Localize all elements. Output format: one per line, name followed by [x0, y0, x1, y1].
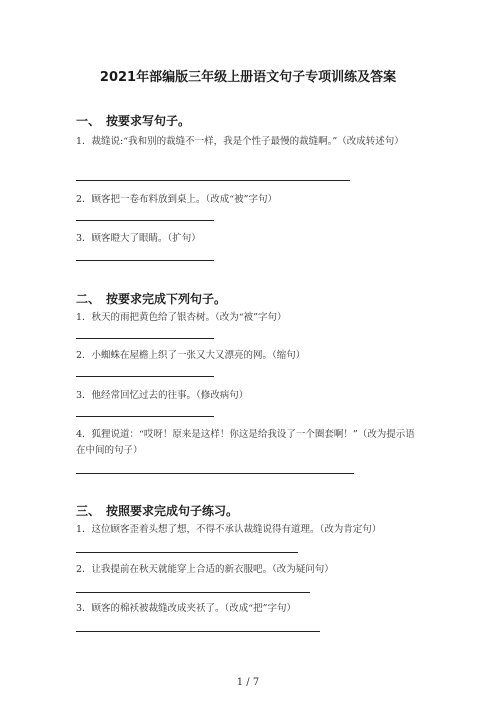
page-number: 1 / 7	[236, 677, 260, 688]
section-2-question-4: 4．狐狸说道：“哎呀！原来是这样！你这是给我设了一个圈套啊！”（改为提示语在中间的句子）	[76, 429, 415, 456]
answer-line[interactable]	[76, 631, 320, 632]
section-2-title: 按要求完成下列句子。	[106, 292, 227, 306]
answer-line[interactable]	[76, 473, 354, 474]
answer-line[interactable]	[76, 376, 214, 377]
answer-line[interactable]	[76, 180, 350, 181]
section-2-heading	[76, 290, 226, 307]
document-title: 2021年部编版三年级上册语文句子专项训练及答案	[99, 70, 397, 85]
answer-line[interactable]	[76, 416, 214, 417]
answer-line[interactable]	[76, 592, 310, 593]
section-2-question-1: 1．秋天的雨把黄色给了银杏树。（改为“被”字句）	[76, 312, 287, 323]
section-3-heading	[76, 502, 238, 519]
answer-line[interactable]	[76, 552, 298, 553]
section-1-question-1: 1．裁缝说:“我和别的裁缝不一样，我是个性子最慢的裁缝啊。”（改成转述句）	[76, 136, 404, 147]
section-1-title: 按要求写句子。	[106, 114, 191, 128]
section-3-title: 按照要求完成句子练习。	[106, 504, 239, 518]
section-3-question-3: 3．顾客的棉袄被裁缝改成夹袄了。（改成“把”字句）	[76, 603, 297, 614]
section-1-question-3: 3．顾客瞪大了眼睛。（扩句）	[76, 233, 201, 244]
section-2-question-2: 2．小蜘蛛在屋檐上织了一张又大又漂亮的网。（缩句）	[76, 350, 306, 361]
section-3-number: 三、	[76, 504, 101, 518]
section-3-question-2: 2．让我提前在秋天就能穿上合适的新衣服吧。（改为疑问句）	[76, 564, 334, 575]
section-3-question-1: 1．这位顾客歪着头想了想，不得不承认裁缝说得有道理。（改为肯定句）	[76, 524, 382, 535]
section-2-number: 二、	[76, 292, 101, 306]
section-1-heading	[76, 112, 190, 129]
answer-line[interactable]	[76, 260, 214, 261]
section-1-number: 一、	[76, 114, 101, 128]
answer-line[interactable]	[76, 220, 214, 221]
section-1-question-2: 2．顾客把一卷布料放到桌上。（改成“被”字句）	[76, 194, 278, 205]
answer-line[interactable]	[76, 338, 214, 339]
section-2-question-3: 3．他经常回忆过去的往事。（修改病句）	[76, 390, 249, 401]
